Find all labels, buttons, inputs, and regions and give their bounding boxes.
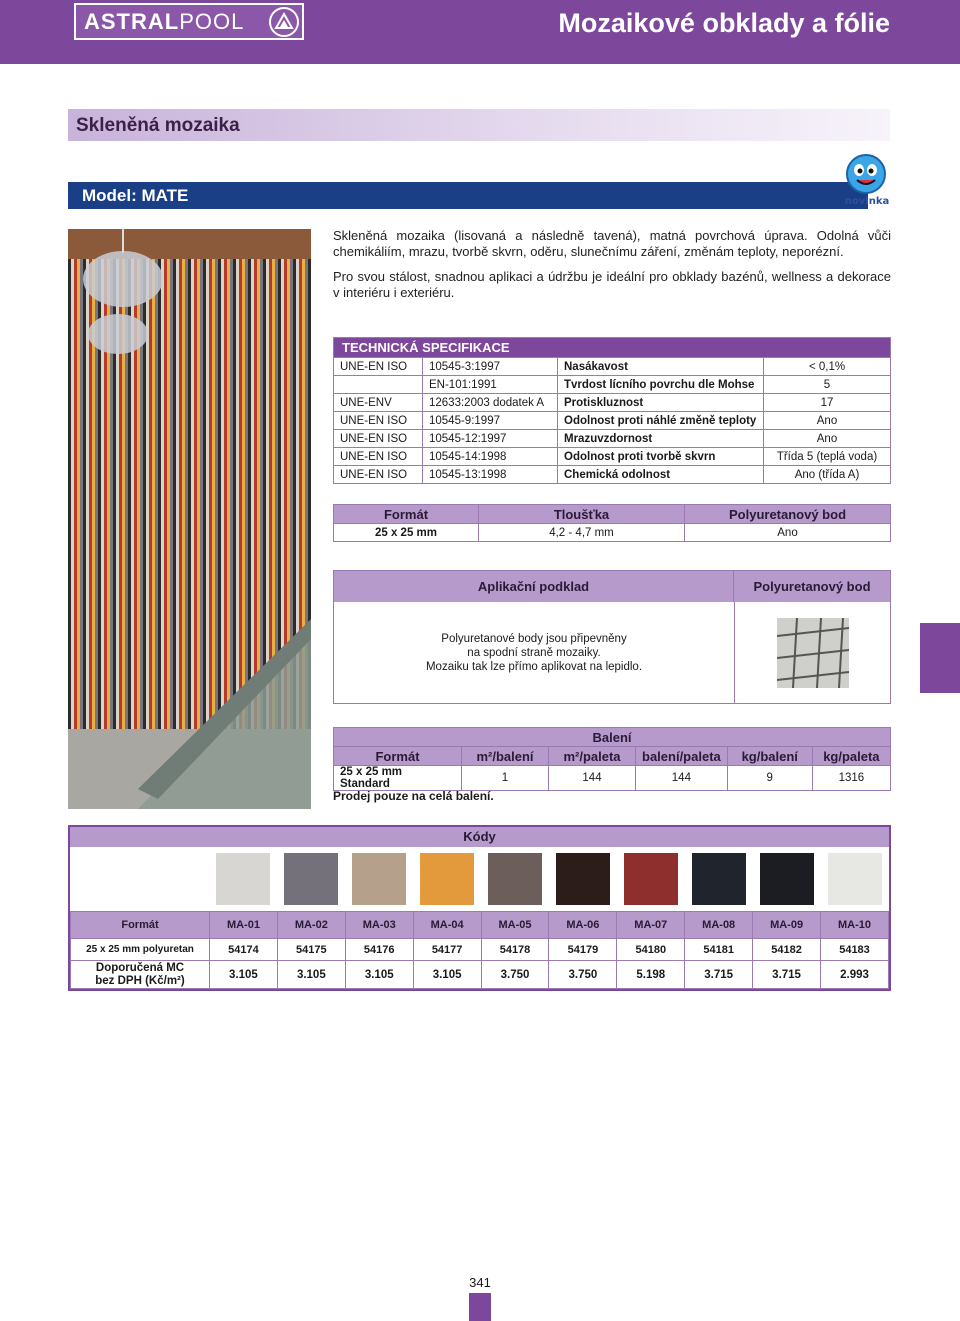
novinka-text: novinka — [844, 196, 890, 207]
table-row — [334, 394, 891, 412]
table-cell: Ano — [685, 524, 891, 542]
divider — [734, 602, 735, 704]
application-table — [333, 570, 891, 704]
spec-value: Ano — [764, 430, 891, 448]
product-number: 54177 — [413, 939, 481, 961]
spec-value: Třída 5 (teplá voda) — [764, 448, 891, 466]
code-cell: MA-06 — [549, 912, 617, 939]
color-swatch-ma-01 — [216, 853, 270, 905]
spec-value: Ano — [764, 412, 891, 430]
table-row — [334, 524, 891, 542]
table-cell: 25 x 25 mm — [334, 524, 479, 542]
row-label: Formát — [71, 912, 210, 939]
spec-std: UNE-EN ISO — [334, 358, 423, 376]
color-swatch-row — [70, 847, 889, 911]
product-number: 54181 — [685, 939, 753, 961]
color-swatch-ma-08 — [692, 853, 746, 905]
spec-std: UNE-EN ISO — [334, 412, 423, 430]
column-header: Formát — [334, 505, 479, 524]
application-header: Aplikační podklad — [334, 571, 734, 602]
section-title: Skleněná mozaika — [76, 115, 240, 136]
code-cell: MA-08 — [685, 912, 753, 939]
table-cell: 144 — [549, 766, 636, 791]
price-cell: 3.105 — [345, 961, 413, 989]
spec-std — [334, 376, 423, 394]
table-cell: 9 — [727, 766, 812, 791]
application-line: na spodní straně mozaiky. — [467, 647, 601, 659]
table-row — [334, 430, 891, 448]
product-number: 54178 — [481, 939, 549, 961]
model-bar — [68, 182, 868, 209]
price-cell: 5.198 — [617, 961, 685, 989]
polyurethane-header: Polyuretanový bod — [734, 571, 890, 602]
table-header-row — [334, 728, 891, 747]
color-swatch-ma-10 — [828, 853, 882, 905]
product-description — [333, 228, 891, 310]
price-cell: 2.993 — [821, 961, 889, 989]
code-cell: MA-05 — [481, 912, 549, 939]
section-bar — [68, 109, 890, 141]
table-cell: 4,2 - 4,7 mm — [479, 524, 685, 542]
code-cell: MA-09 — [753, 912, 821, 939]
application-text — [334, 632, 734, 674]
spec-value: 17 — [764, 394, 891, 412]
code-cell: MA-07 — [617, 912, 685, 939]
table-header-row — [334, 505, 891, 524]
description-paragraph-2: Pro svou stálost, snadnou aplikaci a údržbu je ideální pro obklady bazénů, wellness a dekorace v interiéru i exteriéru. — [333, 269, 891, 300]
price-cell: 3.105 — [277, 961, 345, 989]
spec-property: Mrazuvzdornost — [558, 430, 764, 448]
product-number: 54180 — [617, 939, 685, 961]
logo-mark-icon — [269, 7, 299, 37]
price-label-line: Doporučená MC — [95, 961, 185, 974]
table-cell: 25 x 25 mm Standard — [334, 766, 462, 791]
table-header-row — [71, 912, 889, 939]
table-row — [71, 961, 889, 989]
table-header-row — [334, 747, 891, 766]
novinka-badge-icon — [838, 150, 896, 208]
table-cell: 1316 — [812, 766, 890, 791]
column-header: Tloušťka — [479, 505, 685, 524]
price-cell: 3.750 — [549, 961, 617, 989]
product-number: 54182 — [753, 939, 821, 961]
application-line: Polyuretanové body jsou připevněny — [441, 633, 627, 645]
spec-code: 10545-9:1997 — [423, 412, 558, 430]
product-photo — [68, 229, 311, 809]
column-header: kg/paleta — [812, 747, 890, 766]
technical-spec-table — [333, 337, 891, 484]
spec-value: Ano (třída A) — [764, 466, 891, 484]
column-header: m²/balení — [462, 747, 549, 766]
mosaic-wall-image — [68, 229, 311, 809]
codes-title: Kódy — [70, 827, 889, 847]
column-header: kg/balení — [727, 747, 812, 766]
product-number: 54183 — [821, 939, 889, 961]
page-header — [0, 0, 960, 64]
table-row — [334, 412, 891, 430]
price-cell: 3.105 — [413, 961, 481, 989]
price-cell: 3.715 — [753, 961, 821, 989]
spec-std: UNE-EN ISO — [334, 448, 423, 466]
color-swatch-ma-05 — [488, 853, 542, 905]
column-header: Formát — [334, 747, 462, 766]
price-cell: 3.105 — [210, 961, 278, 989]
application-line: Mozaiku tak lze přímo aplikovat na lepidlo. — [425, 661, 643, 673]
spec-std: UNE-EN ISO — [334, 466, 423, 484]
page-marker — [469, 1293, 491, 1321]
table-row — [334, 448, 891, 466]
table-row — [334, 766, 891, 791]
packaging-title: Balení — [334, 728, 891, 747]
code-cell: MA-03 — [345, 912, 413, 939]
product-number: 54179 — [549, 939, 617, 961]
spec-code: 10545-12:1997 — [423, 430, 558, 448]
color-swatch-ma-07 — [624, 853, 678, 905]
chapter-tab — [920, 623, 960, 693]
spec-property: Tvrdost lícního povrchu dle Mohse — [558, 376, 764, 394]
page-number: 341 — [469, 1275, 491, 1290]
model-label: Model: MATE — [82, 186, 189, 205]
logo-brand-bold: ASTRAL — [84, 8, 180, 34]
color-swatch-ma-09 — [760, 853, 814, 905]
packaging-table — [333, 727, 891, 791]
astralpool-logo — [74, 3, 304, 40]
spec-code: 10545-3:1997 — [423, 358, 558, 376]
spec-property: Chemická odolnost — [558, 466, 764, 484]
logo-text — [84, 9, 244, 35]
color-swatch-ma-04 — [420, 853, 474, 905]
color-swatch-ma-03 — [352, 853, 406, 905]
price-cell: 3.750 — [481, 961, 549, 989]
code-cell: MA-04 — [413, 912, 481, 939]
format-table — [333, 504, 891, 542]
table-row — [334, 376, 891, 394]
spec-property: Nasákavost — [558, 358, 764, 376]
spec-property: Odolnost proti tvorbě skvrn — [558, 448, 764, 466]
table-cell: 1 — [462, 766, 549, 791]
spec-code: 10545-14:1998 — [423, 448, 558, 466]
table-row — [71, 939, 889, 961]
row-label: 25 x 25 mm polyuretan — [71, 939, 210, 961]
color-swatch-ma-02 — [284, 853, 338, 905]
color-swatch-ma-06 — [556, 853, 610, 905]
spec-code: 12633:2003 dodatek A — [423, 394, 558, 412]
column-header: Polyuretanový bod — [685, 505, 891, 524]
code-cell: MA-10 — [821, 912, 889, 939]
spec-title: TECHNICKÁ SPECIFIKACE — [334, 338, 891, 358]
logo-brand-thin: POOL — [179, 8, 245, 34]
product-number: 54176 — [345, 939, 413, 961]
spec-value: 5 — [764, 376, 891, 394]
code-cell: MA-02 — [277, 912, 345, 939]
spec-code: EN-101:1991 — [423, 376, 558, 394]
polyurethane-dots-image — [777, 618, 849, 688]
codes-table — [68, 825, 891, 991]
price-row-label — [71, 961, 210, 989]
spec-property: Odolnost proti náhlé změně teploty — [558, 412, 764, 430]
column-header: m²/paleta — [549, 747, 636, 766]
price-cell: 3.715 — [685, 961, 753, 989]
spec-property: Protiskluznost — [558, 394, 764, 412]
product-number: 54175 — [277, 939, 345, 961]
table-row — [334, 358, 891, 376]
spec-value: < 0,1% — [764, 358, 891, 376]
code-cell: MA-01 — [210, 912, 278, 939]
column-header: balení/paleta — [636, 747, 728, 766]
spec-std: UNE-EN ISO — [334, 430, 423, 448]
table-row — [334, 466, 891, 484]
table-cell: 144 — [636, 766, 728, 791]
spec-code: 10545-13:1998 — [423, 466, 558, 484]
page-title: Mozaikové obklady a fólie — [558, 8, 890, 38]
description-paragraph-1: Skleněná mozaika (lisovaná a následně tavená), matná povrchová úprava. Odolná vůči chemikáliím, mrazu, tvorbě skvrn, oděru, slunečnímu záření, změnám teploty, neporézní. — [333, 228, 891, 259]
packaging-note: Prodej pouze na celá balení. — [333, 789, 494, 803]
price-label-line: bez DPH (Kč/m²) — [95, 974, 185, 987]
product-number: 54174 — [210, 939, 278, 961]
spec-std: UNE-ENV — [334, 394, 423, 412]
